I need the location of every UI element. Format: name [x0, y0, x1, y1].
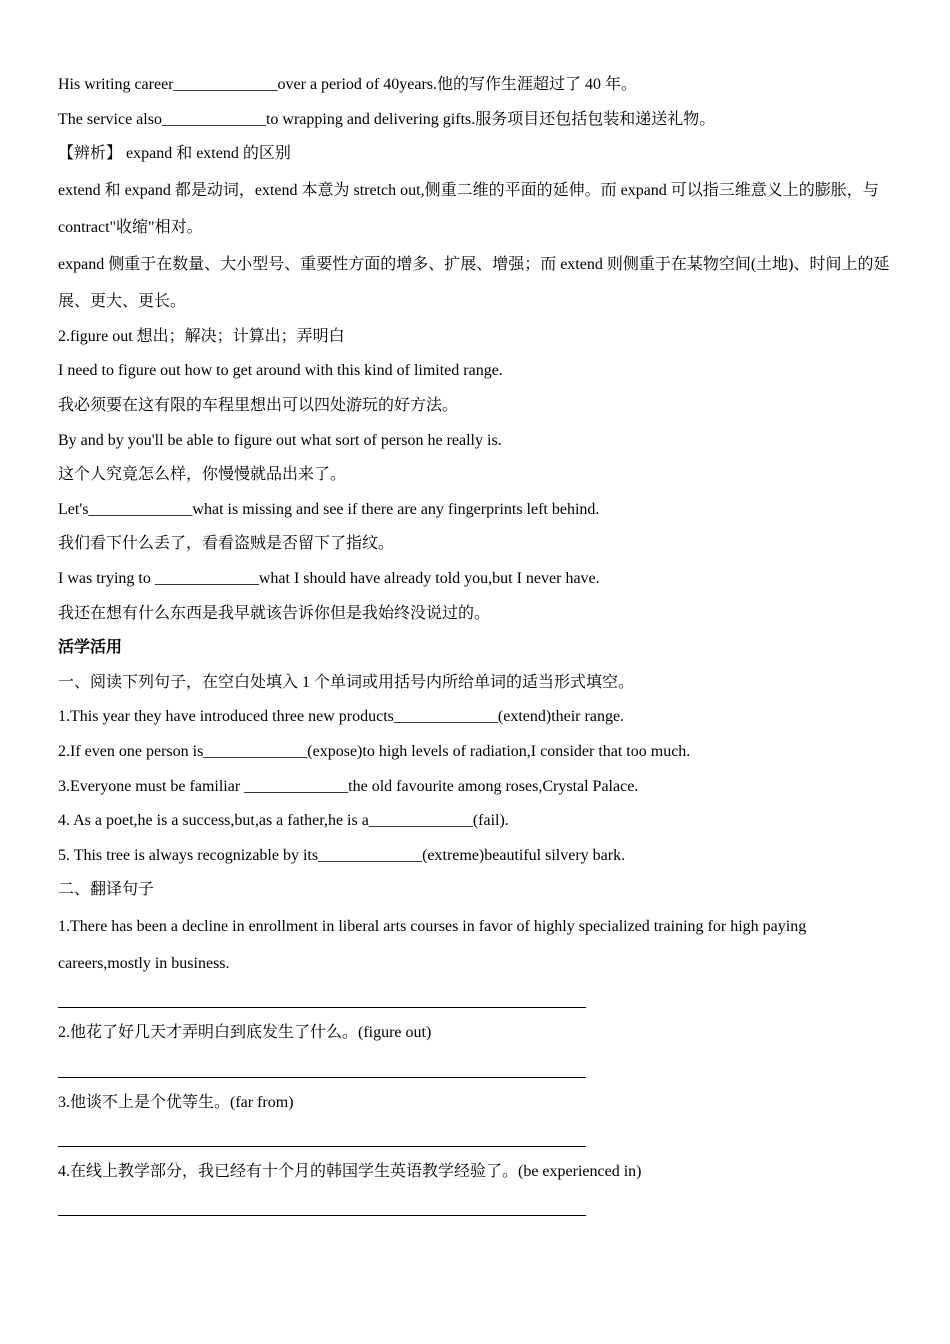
example-sentence-figure-out-2: By and by you'll be able to figure out what sort of person he really is. [58, 431, 502, 449]
exercise-item-1: 1.This year they have introduced three new products_____________(extend)their range. [58, 708, 625, 726]
phrase-heading-figure-out: 2.figure out 想出；解决；计算出；弄明白 [58, 327, 345, 345]
example-sentence-figure-out-3: Let's_____________what is missing and see if there are any fingerprints left behind. [58, 500, 600, 518]
answer-line-4 [58, 1189, 898, 1224]
answer-line-2 [58, 1051, 898, 1086]
exercise-item-3: 3.Everyone must be familiar _____________the old favourite among roses,Crystal Palace. [58, 777, 639, 795]
example-translation-figure-out-4: 我还在想有什么东西是我早就该告诉你但是我始终没说过的。 [58, 604, 491, 622]
example-translation-figure-out-3: 我们看下什么丢了，看看盗贼是否留下了指纹。 [58, 535, 395, 553]
example-sentence-figure-out-1: I need to figure out how to get around with this kind of limited range. [58, 362, 503, 380]
exercise-item-4: 4. As a poet,he is a success,but,as a father,he is a_____________(fail). [58, 812, 509, 830]
example-sentence-extend-1: His writing career_____________over a period of 40years.他的写作生涯超过了 40 年。 [58, 76, 638, 93]
example-sentence-figure-out-4: I was trying to _____________what I should have already told you,but I never have. [58, 569, 600, 587]
translation-item-4: 4.在线上教学部分，我已经有十个月的韩国学生英语教学经验了。(be experienced in) [58, 1162, 642, 1180]
answer-line-3 [58, 1120, 898, 1155]
translation-item-1: 1.There has been a decline in enrollment in liberal arts courses in favor of highly specialized training for high paying careers,mostly in business. [58, 917, 807, 972]
analysis-paragraph-1: extend 和 expand 都是动词，extend 本意为 stretch out,侧重二维的平面的延伸。而 expand 可以指三维意义上的膨胀，与 contract"收缩"相对。 [58, 181, 879, 236]
exercise-part-one-instructions: 一、阅读下列句子，在空白处填入 1 个单词或用括号内所给单词的适当形式填空。 [58, 673, 635, 691]
translation-item-2: 2.他花了好几天才弄明白到底发生了什么。(figure out) [58, 1024, 432, 1042]
example-translation-figure-out-1: 我必须要在这有限的车程里想出可以四处游玩的好方法。 [58, 396, 459, 414]
example-sentence-extend-2: The service also_____________to wrapping and delivering gifts.服务项目还包括包装和递送礼物。 [58, 110, 716, 128]
example-translation-figure-out-2: 这个人究竟怎么样，你慢慢就品出来了。 [58, 466, 347, 484]
exercise-item-2: 2.If even one person is_____________(expose)to high levels of radiation,I consider that too much. [58, 742, 691, 760]
document-content [58, 68, 898, 1224]
practice-section-title: 活学活用 [58, 639, 123, 657]
analysis-heading: 【辨析】 expand 和 extend 的区别 [58, 145, 291, 163]
exercise-item-5: 5. This tree is always recognizable by its_____________(extreme)beautiful silvery bark. [58, 846, 626, 864]
answer-line-1 [58, 982, 898, 1017]
exercise-part-two-heading: 二、翻译句子 [58, 881, 155, 899]
translation-item-3: 3.他谈不上是个优等生。(far from) [58, 1093, 294, 1111]
analysis-paragraph-2: expand 侧重于在数量、大小型号、重要性方面的增多、扩展、增强；而 extend 则侧重于在某物空间(土地)、时间上的延展、更大、更长。 [58, 255, 890, 310]
